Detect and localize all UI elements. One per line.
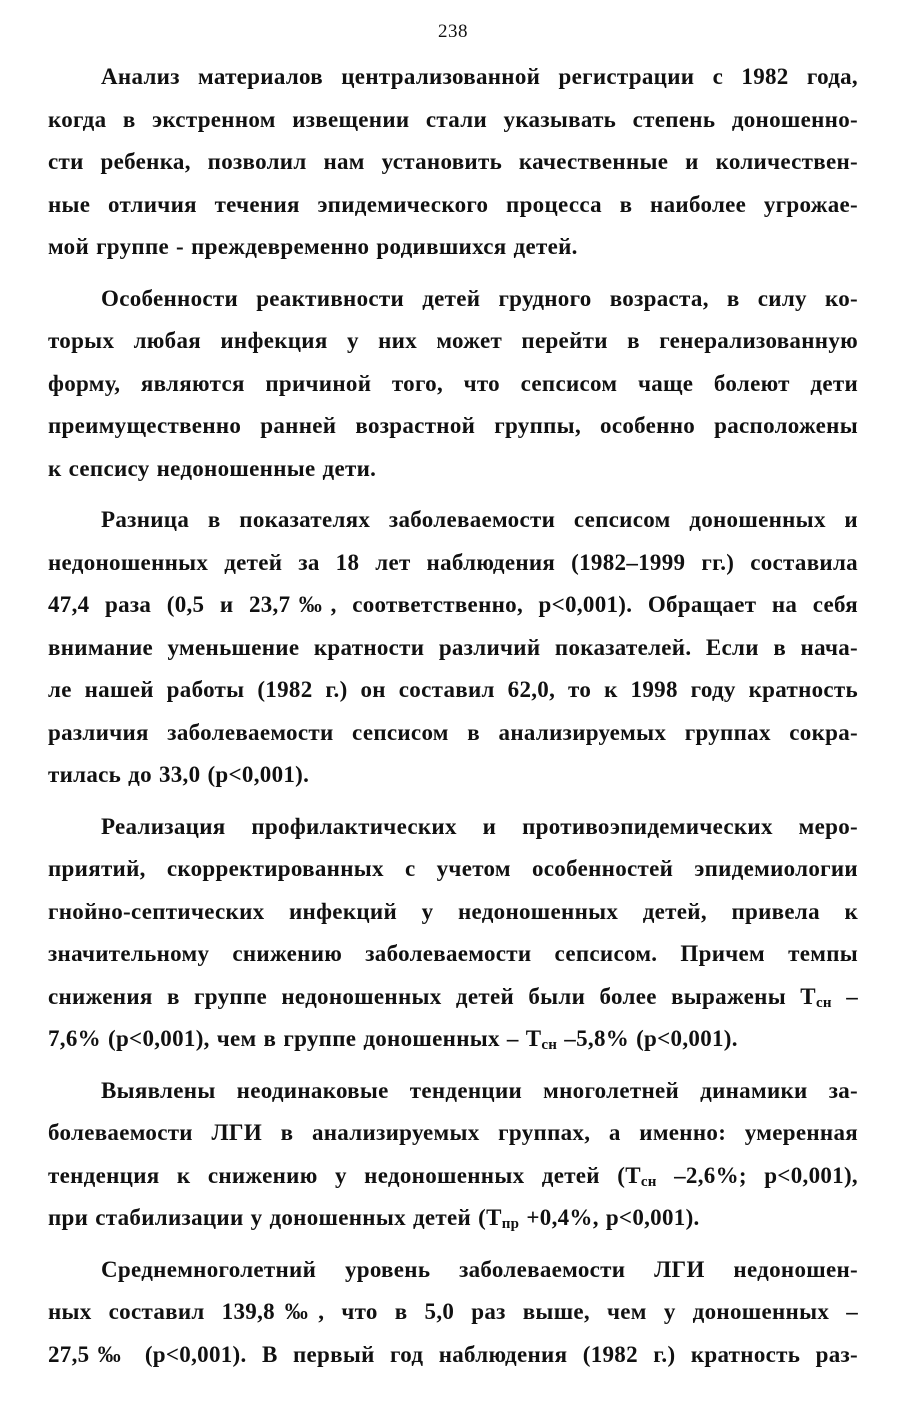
text-line: различия заболеваемости сепсисом в анализируемых группах сокра-: [48, 719, 858, 745]
subscript: пр: [501, 1216, 520, 1232]
paragraph: [48, 1070, 858, 1240]
paragraph: [48, 806, 858, 1061]
text-line: значительному снижению заболеваемости сепсисом. Причем темпы: [48, 941, 858, 966]
text-line: Анализ материалов централизованной регистрации с 1982 года,: [101, 64, 858, 89]
paragraph: [48, 278, 858, 491]
text-line: форму, являются причиной того, что сепсисом чаще болеют дети: [48, 370, 858, 396]
paragraph: [48, 1249, 858, 1377]
text-line: тенденция к снижению у недоношенных детей ($Т_{сн}$ –2,6%; р<0,001),: [48, 1162, 858, 1190]
text-line: ных составил 139,8‰, что в 5,0 раз выше, чем у доношенных –: [48, 1299, 858, 1324]
subscript: сн: [541, 1037, 558, 1053]
text-line: к сепсису недоношенные дети.: [48, 455, 377, 481]
text-line: внимание уменьшение кратности различий показателей. Если в нача-: [48, 634, 858, 660]
text-line: торых любая инфекция у них может перейти в генерализованную: [48, 328, 858, 353]
text-line: 7,6% (р<0,001), чем в группе доношенных – $Т_{сн}$ –5,8% (р<0,001).: [48, 1026, 738, 1053]
text-line: ные отличия течения эпидемического процесса в наиболее угрожае-: [48, 191, 858, 217]
text-line: при стабилизации у доношенных детей ($Т_{пр} +0,4\%$, р<0,001).: [48, 1205, 700, 1232]
text-line: болеваемости ЛГИ в анализируемых группах, а именно: умеренная: [48, 1120, 858, 1145]
text-line: Выявлены неодинаковые тенденции многолетней динамики за-: [101, 1077, 858, 1103]
text-line: ле нашей работы (1982 г.) он составил 62,0, то к 1998 году кратность: [48, 677, 858, 702]
text-line: когда в экстренном извещении стали указывать степень доношенно-: [48, 106, 858, 132]
subscript: сн: [640, 1173, 657, 1190]
body-text: [48, 56, 858, 1376]
text-line: мой группе - преждевременно родившихся детей.: [48, 234, 578, 259]
text-line: сти ребенка, позволил нам установить качественные и количествен-: [48, 149, 858, 174]
paragraph: [48, 56, 858, 269]
text-line: тилась до 33,0 (р<0,001).: [48, 762, 310, 787]
text-line: гнойно-септических инфекций у недоношенных детей, привела к: [48, 898, 858, 924]
text-line: Реализация профилактических и противоэпидемических меро-: [101, 813, 858, 839]
text-line: 27,5‰ (р<0,001). В первый год наблюдения (1982 г.) кратность раз-: [48, 1341, 858, 1367]
text-line: Среднемноголетний уровень заболеваемости ЛГИ недоношен-: [101, 1256, 858, 1282]
paragraph: [48, 499, 858, 797]
document-page: [48, 14, 858, 1385]
page-number: 238: [438, 21, 468, 42]
text-line: недоношенных детей за 18 лет наблюдения (1982–1999 гг.) составила: [48, 549, 858, 575]
text-line: преимущественно ранней возрастной группы, особенно расположены: [48, 413, 858, 438]
text-line: приятий, скорректированных с учетом особенностей эпидемиологии: [48, 856, 858, 881]
text-line: 47,4 раза (0,5 и 23,7‰, соответственно, р<0,001). Обращает на себя: [48, 592, 858, 617]
text-line: Разница в показателях заболеваемости сепсисом доношенных и: [101, 507, 858, 532]
text-line: снижения в группе недоношенных детей были более выражены $Т_{сн}$ –: [48, 983, 858, 1011]
subscript: сн: [815, 994, 832, 1011]
text-line: Особенности реактивности детей грудного возраста, в силу ко-: [101, 285, 858, 311]
